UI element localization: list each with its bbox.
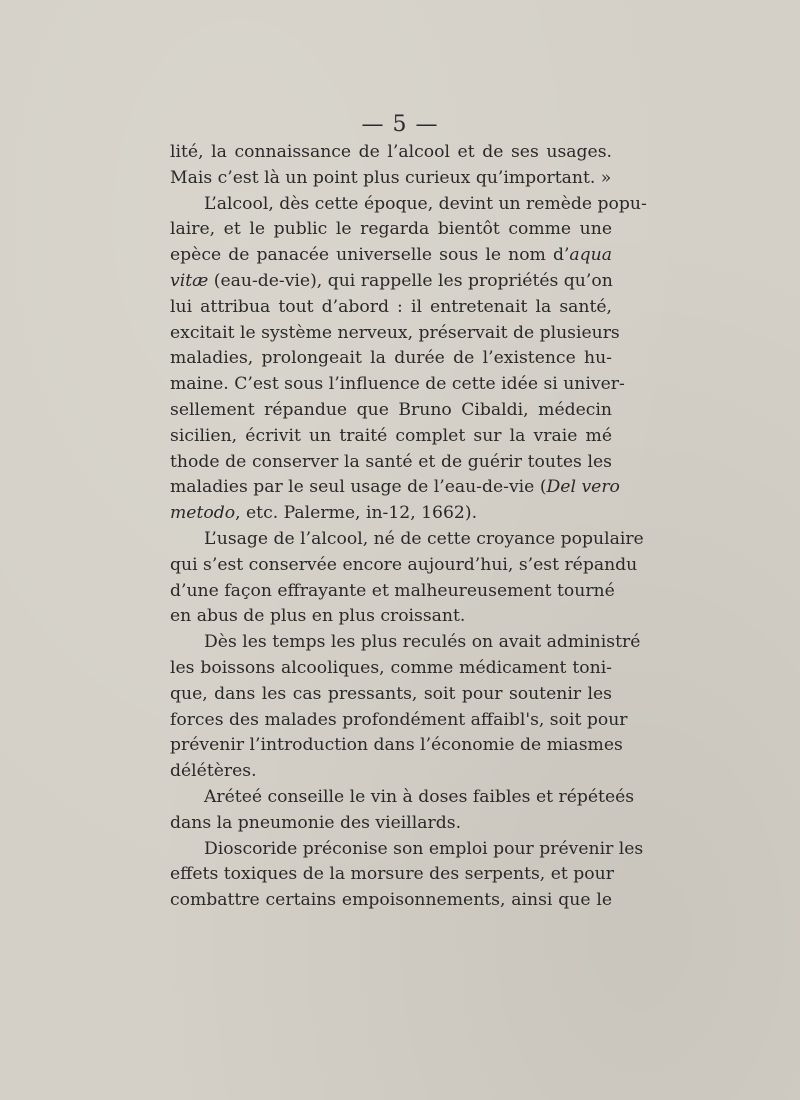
- body-text: [170, 140, 647, 914]
- text-line: [170, 501, 612, 527]
- text-line: [170, 579, 615, 605]
- text-line: [170, 475, 620, 501]
- text-run: Mais c’est là un point plus curieux qu’important. »: [170, 167, 612, 188]
- text-line: [170, 811, 612, 837]
- text-run: L’usage de l’alcool, né de cette croyance populaire: [204, 528, 644, 549]
- text-run: effets toxiques de la morsure des serpents, et pour: [170, 864, 614, 885]
- text-run: les boissons alcooliques, comme médicament toni-: [170, 657, 612, 678]
- text-line: [170, 166, 612, 192]
- text-line: [170, 888, 612, 914]
- text-line: [170, 604, 612, 630]
- text-run: , etc. Palerme, in-12, 1662).: [235, 503, 478, 524]
- text-run: maladies par le seul usage de l’eau-de-vie (: [170, 477, 547, 498]
- text-line: [170, 450, 612, 476]
- text-run: excitait le système nerveux, préservait de plusieurs: [170, 322, 620, 343]
- text-line: [170, 140, 612, 166]
- text-run: qui s’est conservée encore aujourd’hui, s’est répandu: [170, 554, 638, 575]
- text-line: [170, 553, 638, 579]
- italic-text: metodo: [170, 503, 236, 524]
- italic-text: vitæ: [170, 270, 209, 291]
- text-line: [170, 682, 612, 708]
- text-run: lité, la connaissance de l’alcool et de ses usages.: [170, 142, 612, 162]
- text-run: en abus de plus en plus croissant.: [170, 606, 466, 627]
- text-line: [170, 372, 625, 398]
- text-line: [170, 733, 623, 759]
- text-run: lui attribua tout d’abord : il entretenait la santé,: [170, 296, 612, 317]
- text-run: sellement répandue que Bruno Cibaldi, médecin: [170, 399, 612, 420]
- italic-text: aqua: [569, 245, 612, 266]
- text-run: thode de conserver la santé et de guérir toutes les: [170, 451, 612, 472]
- text-line: [170, 398, 612, 424]
- text-line: [170, 217, 612, 243]
- text-run: L’alcool, dès cette époque, devint un remède popu-: [204, 193, 647, 214]
- text-line: [170, 424, 612, 450]
- text-run: d’une façon effrayante et malheureusement tourné: [170, 580, 615, 601]
- italic-text: Del vero: [546, 477, 620, 498]
- text-line: [170, 708, 628, 734]
- text-line: [170, 295, 612, 321]
- text-line: [170, 630, 641, 656]
- text-line: [170, 656, 612, 682]
- text-run: délétères.: [170, 761, 257, 782]
- text-run: laire, et le public le regarda bientôt comme une: [170, 219, 612, 240]
- text-run: epèce de panacée universelle sous le nom d’: [170, 245, 570, 266]
- text-run: combattre certains empoisonnements, ainsi que le: [170, 890, 612, 911]
- text-run: maladies, prolongeait la durée de l’existence hu-: [170, 348, 612, 369]
- text-line: [170, 269, 612, 295]
- text-run: (eau-de-vie), qui rappelle les propriétés qu’on: [208, 270, 613, 291]
- text-line: [170, 759, 612, 785]
- text-line: [170, 243, 612, 269]
- text-run: prévenir l’introduction dans l’économie de miasmes: [170, 735, 623, 756]
- text-run: Aréteé conseille le vin à doses faibles et répéteés: [204, 786, 635, 807]
- text-line: [170, 321, 620, 347]
- text-line: [170, 785, 635, 811]
- text-line: [170, 837, 644, 863]
- text-line: [170, 527, 644, 553]
- text-line: [170, 192, 647, 218]
- text-run: Dioscoride préconise son emploi pour prévenir les: [204, 838, 644, 859]
- text-run: dans la pneumonie des vieillards.: [170, 812, 462, 833]
- text-run: forces des malades profondément affaibl's, soit pour: [170, 709, 628, 730]
- page-number: — 5 —: [361, 112, 439, 137]
- text-run: Dès les temps les plus reculés on avait administré: [204, 632, 641, 653]
- text-run: maine. C’est sous l’influence de cette idée si univer-: [170, 374, 625, 395]
- text-line: [170, 346, 612, 372]
- text-run: sicilien, écrivit un traité complet sur la vraie mé: [170, 425, 612, 446]
- text-run: que, dans les cas pressants, soit pour soutenir les: [170, 683, 612, 704]
- text-line: [170, 862, 612, 888]
